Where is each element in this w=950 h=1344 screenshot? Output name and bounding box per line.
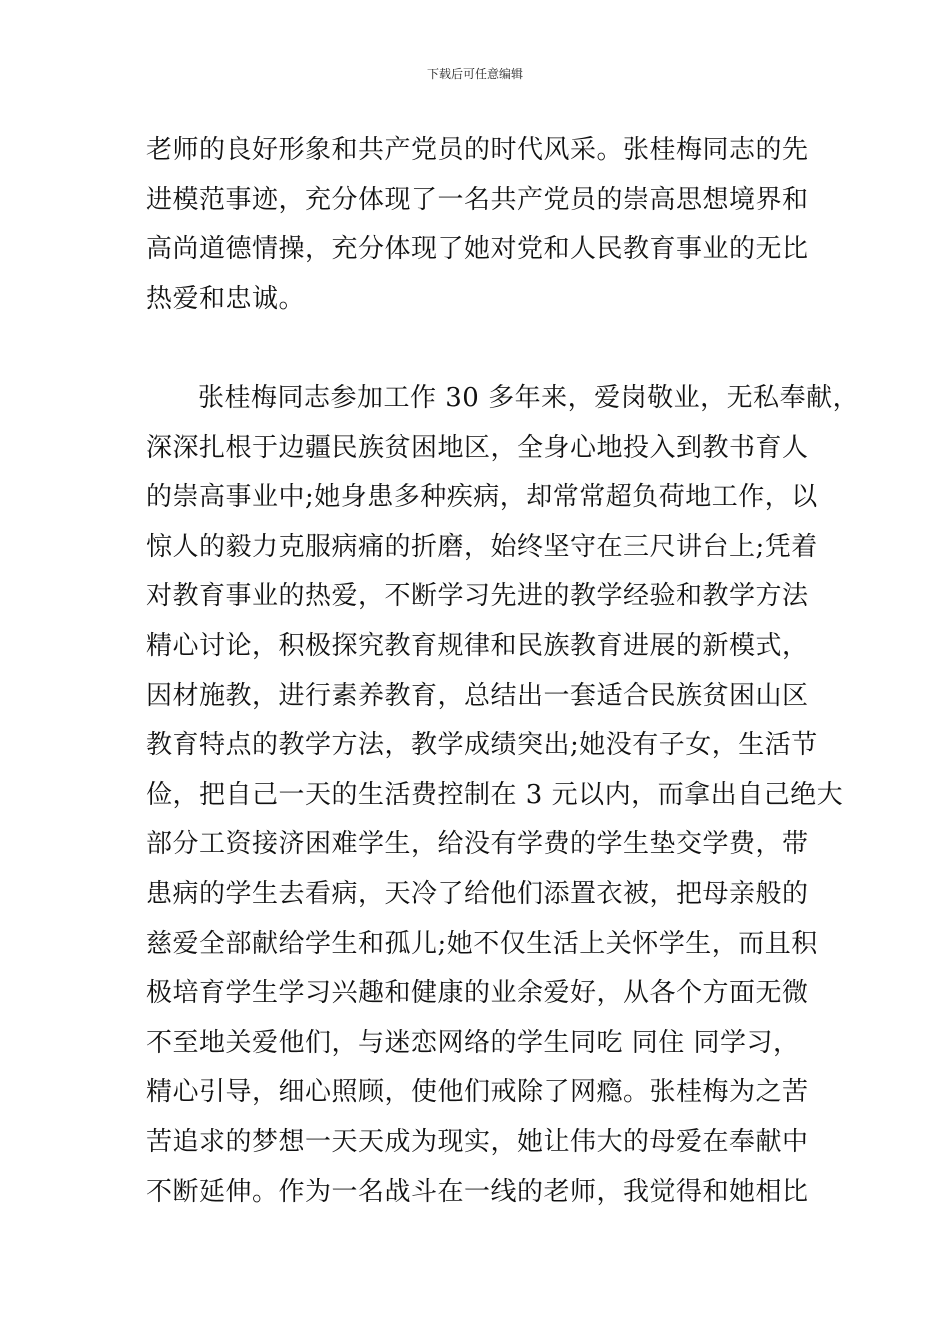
text-line: 的崇高事业中;她身患多种疾病，却常常超负荷地工作，以	[146, 482, 818, 513]
text-line: 不断延伸。作为一名战斗在一线的老师，我觉得和她相比	[146, 1176, 809, 1207]
text-line: 俭，把自己一天的生活费控制在 3 元以内，而拿出自己绝大	[146, 779, 844, 810]
text-line: 老师的良好形象和共产党员的时代风采。张桂梅同志的先	[146, 135, 809, 165]
text-line: 深深扎根于边疆民族贫困地区，全身心地投入到教书育人	[146, 432, 809, 463]
paragraph-1	[146, 126, 836, 324]
page-header-note: 下载后可任意编辑	[426, 67, 523, 81]
text-line-indented: 张桂梅同志参加工作 30 多年来，爱岗敬业，无私奉献，	[198, 383, 860, 413]
text-line: 患病的学生去看病，天冷了给他们添置衣被，把母亲般的	[146, 878, 809, 909]
text-line: 进模范事迹，充分体现了一名共产党员的崇高思想境界和	[146, 184, 809, 215]
text-line: 因材施教，进行素养教育，总结出一套适合民族贫困山区	[146, 680, 809, 711]
text-line: 对教育事业的热爱，不断学习先进的教学经验和教学方法	[146, 581, 809, 612]
text-line: 高尚道德情操，充分体现了她对党和人民教育事业的无比	[146, 234, 809, 265]
text-line: 部分工资接济困难学生，给没有学费的学生垫交学费，带	[146, 829, 809, 860]
text-line: 极培育学生学习兴趣和健康的业余爱好，从各个方面无微	[146, 978, 809, 1009]
text-line: 惊人的毅力克服病痛的折磨，始终坚守在三尺讲台上;凭着	[146, 531, 818, 562]
text-line: 教育特点的教学方法，教学成绩突出;她没有子女，生活节	[146, 730, 818, 761]
text-line: 苦追求的梦想一天天成为现实，她让伟大的母爱在奉献中	[146, 1126, 809, 1157]
text-line: 不至地关爱他们，与迷恋网络的学生同吃 同住 同学习，	[146, 1027, 800, 1058]
text-line: 热爱和忠诚。	[146, 283, 306, 314]
text-line: 慈爱全部献给学生和孤儿;她不仅生活上关怀学生，而且积	[146, 928, 818, 959]
text-line: 精心引导，细心照顾，使他们戒除了网瘾。张桂梅为之苦	[146, 1077, 809, 1108]
text-line: 精心讨论，积极探究教育规律和民族教育进展的新模式，	[146, 630, 809, 661]
paragraph-2	[146, 374, 860, 1217]
